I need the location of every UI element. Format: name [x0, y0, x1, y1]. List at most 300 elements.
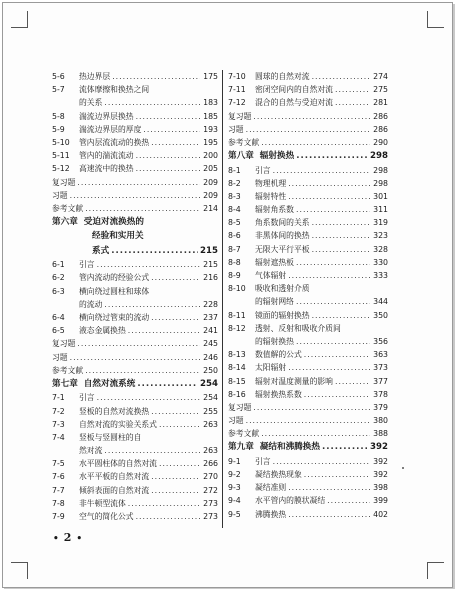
toc-entry-title: 倾斜表面的自然对流 [79, 485, 150, 495]
toc-entry-row [52, 391, 218, 404]
toc-page-number: 298 [373, 165, 388, 175]
toc-page-number: 380 [373, 416, 388, 426]
toc-page-number: 216 [203, 273, 218, 283]
toc-entry-number: 5-7 [52, 85, 65, 95]
toc-leader-dots [273, 455, 370, 468]
toc-entry-row [52, 70, 218, 83]
toc-entry-row [52, 110, 218, 123]
toc-leader-dots [111, 244, 198, 258]
toc-entry-title: 横向绕过管束的流动 [79, 312, 150, 322]
toc-entry-row [52, 149, 218, 162]
toc-entry-row [228, 508, 388, 521]
toc-entry-title: 水平管内的膜状凝结 [255, 496, 326, 506]
toc-entry-row [228, 295, 388, 308]
toc-page-number: 215 [200, 245, 218, 256]
toc-leader-dots [246, 414, 370, 427]
toc-page-number: 185 [203, 111, 218, 121]
toc-entry-row [228, 309, 388, 322]
toc-entry-row [228, 203, 388, 216]
toc-leader-dots [312, 229, 370, 242]
toc-entry-row [52, 189, 218, 202]
toc-entry-title: 自然对流系统 [83, 378, 136, 389]
toc-page-number: 344 [373, 297, 388, 307]
toc-entry-number: 9-5 [228, 509, 241, 519]
toc-page-number: 228 [203, 299, 218, 309]
toc-chapter-row [52, 215, 218, 229]
toc-entry-title: 横向绕过圆柱和球体 [79, 286, 150, 296]
page-footer [48, 531, 87, 544]
toc-entry-row [52, 324, 218, 337]
toc-page-number: 281 [373, 98, 388, 108]
toc-entry-title: 沸腾换热 [255, 509, 287, 519]
toc-right-column [228, 70, 388, 521]
toc-page-number: 319 [373, 218, 388, 228]
scan-speck [402, 467, 404, 469]
toc-entry-number: 7-3 [52, 419, 65, 429]
toc-entry-number: 5-11 [52, 151, 70, 161]
toc-page-number: 398 [373, 483, 388, 493]
toc-entry-row [52, 162, 218, 175]
toc-page-number: 195 [203, 137, 218, 147]
toc-entry-title: 引言 [255, 456, 271, 466]
toc-entry-row [52, 271, 218, 284]
toc-entry-title: 的辐射网络 [255, 297, 294, 307]
toc-entry-title: 参考文献 [52, 203, 84, 213]
toc-entry-row [52, 123, 218, 136]
toc-page-number: 254 [200, 378, 218, 389]
toc-leader-dots [151, 136, 200, 149]
toc-entry-title: 辐射特性 [255, 191, 287, 201]
toc-page-number: 363 [373, 350, 388, 360]
toc-entry-title: 复习题 [228, 111, 252, 121]
toc-leader-dots [288, 361, 370, 374]
toc-leader-dots [159, 457, 200, 470]
toc-leader-dots [77, 337, 200, 350]
toc-entry-row [228, 335, 388, 348]
toc-page-number: 402 [373, 509, 388, 519]
toc-entry-number: 7-9 [52, 512, 65, 521]
toc-entry-title: 管内层流流动的换热 [79, 137, 150, 147]
toc-leader-dots [136, 162, 200, 175]
toc-entry-row [228, 481, 388, 494]
toc-entry-row [228, 401, 388, 414]
toc-entry-number: 6-1 [52, 260, 65, 270]
toc-entry-row [228, 375, 388, 388]
toc-leader-dots [70, 351, 200, 364]
toc-entry-title: 自然对流的实验关系式 [79, 419, 157, 429]
toc-entry-row [52, 96, 218, 109]
toc-leader-dots [312, 216, 370, 229]
toc-entry-row [228, 136, 388, 149]
toc-entry-number: 8-1 [228, 165, 241, 175]
toc-entry-row [52, 364, 218, 377]
toc-entry-number: 7-10 [228, 72, 246, 81]
toc-entry-title: 凝结和沸腾换热 [259, 442, 320, 453]
toc-entry-row [228, 243, 388, 256]
toc-entry-title: 无限大平行平板 [255, 244, 310, 254]
toc-entry-row [52, 83, 218, 96]
toc-leader-dots [77, 176, 200, 189]
toc-leader-dots [261, 136, 370, 149]
toc-entry-row [52, 258, 218, 271]
toc-entry-number: 8-2 [228, 178, 241, 188]
toc-leader-dots [151, 311, 200, 324]
toc-leader-dots [261, 427, 370, 440]
toc-page-number: 183 [203, 98, 218, 108]
toc-entry-number: 7-7 [52, 485, 65, 495]
toc-entry-title: 复习题 [52, 339, 76, 349]
toc-leader-dots [312, 70, 370, 83]
toc-entry-title: 非黑体间的换热 [255, 231, 310, 241]
toc-leader-dots [136, 149, 200, 162]
toc-page-number: 286 [373, 124, 388, 134]
toc-entry-title: 辐射换热 [259, 151, 295, 162]
toc-leader-dots [296, 149, 368, 163]
toc-entry-row [228, 164, 388, 177]
toc-page-number: 209 [203, 190, 218, 200]
toc-leader-dots [296, 295, 370, 308]
toc-entry-number: 5-10 [52, 137, 70, 147]
toc-entry-title: 习题 [228, 124, 244, 134]
toc-page-number: 350 [373, 310, 388, 320]
toc-leader-dots [296, 256, 370, 269]
toc-page-number: 298 [373, 178, 388, 188]
toc-entry-number: 第八章 [228, 151, 254, 162]
toc-leader-dots [136, 110, 200, 123]
toc-entry-title: 太阳辐射 [255, 363, 287, 373]
toc-page-number: 298 [370, 151, 388, 162]
toc-leader-dots [97, 391, 200, 404]
toc-page-number: 328 [373, 244, 388, 254]
toc-entry-row [228, 494, 388, 507]
toc-leader-dots [151, 470, 200, 483]
toc-entry-number: 8-15 [228, 376, 246, 386]
toc-leader-dots [312, 243, 370, 256]
toc-entry-number: 8-10 [228, 284, 246, 294]
toc-chapter-row [228, 440, 388, 454]
toc-chapter-row [52, 377, 218, 391]
toc-page-number: 392 [373, 470, 388, 480]
toc-entry-number: 7-2 [52, 406, 65, 416]
toc-leader-dots [159, 418, 200, 431]
toc-entry-title: 气体辐射 [255, 271, 287, 281]
toc-entry-title: 湍流边界层换热 [79, 111, 134, 121]
toc-entry-row [228, 348, 388, 361]
toc-leader-dots [104, 444, 200, 457]
toc-entry-title: 引言 [255, 165, 271, 175]
toc-entry-title: 凝结准则 [255, 483, 287, 493]
toc-entry-row [52, 202, 218, 215]
toc-entry-title: 辐射角系数 [255, 205, 294, 215]
toc-leader-dots [151, 484, 200, 497]
footer-bullet-left: • [53, 534, 59, 544]
toc-page-number: 388 [373, 429, 388, 439]
toc-leader-dots [85, 202, 200, 215]
toc-page-number: 209 [203, 177, 218, 187]
toc-leader-dots [304, 388, 370, 401]
toc-entry-row [52, 431, 218, 444]
toc-entry-row [228, 468, 388, 481]
toc-page-number: 392 [373, 456, 388, 466]
toc-leader-dots [151, 405, 200, 418]
toc-page-number: 286 [373, 111, 388, 121]
toc-entry-row [52, 176, 218, 189]
footer-page-number: 2 [63, 531, 72, 544]
toc-entry-number: 7-1 [52, 393, 65, 403]
toc-page-number: 379 [373, 402, 388, 412]
toc-entry-title: 物理机理 [255, 178, 287, 188]
toc-leader-dots [288, 177, 370, 190]
toc-leader-dots [104, 96, 200, 109]
toc-page-number: 392 [370, 442, 388, 453]
toc-leader-dots [70, 189, 200, 202]
toc-entry-title: 热边界层 [79, 72, 111, 81]
toc-entry-row [228, 229, 388, 242]
toc-entry-number: 8-14 [228, 363, 246, 373]
toc-entry-row [228, 216, 388, 229]
toc-entry-title: 参考文献 [52, 365, 84, 375]
toc-entry-number: 5-9 [52, 124, 65, 134]
toc-entry-title: 密闭空间内的自然对流 [255, 85, 333, 95]
crop-mark-bottom-right [427, 562, 444, 579]
toc-page-number: 333 [373, 271, 388, 281]
toc-leader-dots [296, 203, 370, 216]
toc-entry-row [228, 414, 388, 427]
toc-page-number: 255 [203, 406, 218, 416]
toc-entry-row [228, 190, 388, 203]
toc-page-number: 250 [203, 365, 218, 375]
toc-page-number: 246 [203, 352, 218, 362]
toc-leader-dots [312, 309, 370, 322]
toc-page-number: 175 [203, 72, 218, 81]
toc-entry-title: 辐射换热系数 [255, 389, 302, 399]
toc-entry-row [52, 497, 218, 510]
toc-entry-number: 8-11 [228, 310, 246, 320]
toc-leader-dots [112, 70, 200, 83]
toc-entry-title: 液态金属换热 [79, 326, 126, 336]
toc-page-number: 272 [203, 485, 218, 495]
toc-entry-title: 水平平板的自然对流 [79, 472, 150, 482]
toc-entry-row [52, 351, 218, 364]
toc-entry-row [52, 510, 218, 523]
toc-page-number: 266 [203, 459, 218, 469]
toc-entry-row [228, 123, 388, 136]
toc-entry-number: 5-12 [52, 164, 70, 174]
toc-entry-title: 参考文献 [228, 429, 260, 439]
toc-entry-row [52, 484, 218, 497]
toc-entry-number: 6-4 [52, 312, 65, 322]
toc-entry-number: 5-6 [52, 72, 65, 81]
toc-page-number: 311 [373, 205, 388, 215]
toc-entry-title: 的辐射换热 [255, 336, 294, 346]
toc-page-number: 241 [203, 326, 218, 336]
toc-entry-title: 的流动 [79, 299, 103, 309]
toc-page-number: 214 [203, 203, 218, 213]
toc-leader-dots [253, 110, 370, 123]
toc-entry-row [228, 282, 388, 295]
toc-entry-number: 8-12 [228, 323, 246, 333]
toc-entry-title: 复习题 [228, 402, 252, 412]
toc-entry-title: 吸收和透射介质 [255, 284, 310, 294]
toc-entry-title: 复习题 [52, 177, 76, 187]
toc-entry-title: 辐射对温度测量的影响 [255, 376, 333, 386]
toc-leader-dots [151, 271, 200, 284]
toc-entry-title: 非牛顿型流体 [79, 498, 126, 508]
toc-entry-number: 7-6 [52, 472, 65, 482]
toc-entry-number: 7-11 [228, 85, 246, 95]
toc-entry-row [52, 457, 218, 470]
toc-page-number: 274 [373, 72, 388, 81]
toc-entry-title: 混合的自然与受迫对流 [255, 98, 333, 108]
toc-leader-dots [273, 164, 370, 177]
toc-page-number: 273 [203, 498, 218, 508]
toc-entry-title: 管内的湍流流动 [79, 151, 134, 161]
toc-entry-row [228, 269, 388, 282]
toc-left-column [52, 70, 218, 523]
toc-leader-dots [335, 83, 370, 96]
toc-entry-title: 数值解的公式 [255, 350, 302, 360]
toc-page-number: 378 [373, 389, 388, 399]
toc-entry-number: 6-3 [52, 286, 65, 296]
toc-entry-row [228, 110, 388, 123]
toc-entry-number: 第七章 [52, 378, 78, 389]
crop-mark-top-left [11, 11, 28, 28]
toc-page-number: 356 [373, 336, 388, 346]
toc-entry-row [52, 311, 218, 324]
toc-entry-title: 角系数间的关系 [255, 218, 310, 228]
toc-page-number: 200 [203, 151, 218, 161]
toc-entry-number: 9-2 [228, 470, 241, 480]
toc-entry-number: 7-4 [52, 432, 65, 442]
toc-entry-title: 管内流动的经验公式 [79, 273, 150, 283]
toc-entry-row [52, 470, 218, 483]
toc-page-number: 373 [373, 363, 388, 373]
toc-entry-title: 透射、反射和吸收介质间 [255, 323, 341, 333]
toc-leader-dots [335, 96, 370, 109]
toc-entry-row [52, 136, 218, 149]
toc-entry-title: 习题 [52, 190, 68, 200]
toc-entry-row [228, 177, 388, 190]
toc-entry-number: 8-8 [228, 257, 241, 267]
toc-entry-number: 8-16 [228, 389, 246, 399]
toc-leader-dots [288, 190, 370, 203]
toc-entry-number: 9-1 [228, 456, 241, 466]
toc-page-number: 330 [373, 257, 388, 267]
toc-entry-row [228, 361, 388, 374]
toc-entry-row [228, 388, 388, 401]
toc-entry-number: 6-5 [52, 326, 65, 336]
toc-entry-number: 9-4 [228, 496, 241, 506]
toc-entry-number: 第九章 [228, 442, 254, 453]
toc-leader-dots [322, 440, 368, 454]
toc-entry-title: 流体摩擦和换热之间 [79, 85, 150, 95]
toc-page-number: 193 [203, 124, 218, 134]
toc-entry-number: 8-9 [228, 271, 241, 281]
toc-page-number: 205 [203, 164, 218, 174]
toc-entry-title: 习题 [228, 416, 244, 426]
toc-entry-row [228, 83, 388, 96]
toc-entry-title: 受迫对流换热的 [83, 217, 144, 228]
toc-leader-dots [304, 468, 370, 481]
toc-entry-title: 空气的简化公式 [79, 512, 134, 521]
toc-entry-title: 竖板与竖圆柱的自 [79, 432, 142, 442]
footer-bullet-right: • [76, 534, 83, 544]
toc-leader-dots [288, 269, 370, 282]
toc-entry-title: 引言 [79, 393, 95, 403]
toc-leader-dots [137, 377, 198, 391]
toc-entry-row [228, 256, 388, 269]
crop-mark-bottom-left [11, 562, 28, 579]
toc-page-number: 399 [373, 496, 388, 506]
toc-entry-number: 8-6 [228, 231, 241, 241]
toc-entry-number: 8-13 [228, 350, 246, 360]
toc-entry-title: 水平圆柱体的自然对流 [79, 459, 157, 469]
toc-entry-row [52, 285, 218, 298]
toc-leader-dots [335, 375, 370, 388]
toc-entry-title: 经验和实用关 [92, 231, 144, 242]
toc-entry-row [228, 96, 388, 109]
toc-entry-title: 引言 [79, 260, 95, 270]
toc-entry-number: 第六章 [52, 217, 78, 228]
toc-leader-dots [296, 335, 370, 348]
toc-entry-title: 圆球的自然对流 [255, 72, 310, 81]
toc-leader-dots [104, 298, 200, 311]
toc-page-number: 237 [203, 312, 218, 322]
toc-entry-number: 8-5 [228, 218, 241, 228]
toc-page-number: 323 [373, 231, 388, 241]
toc-page-number: 263 [203, 446, 218, 456]
toc-entry-row [228, 455, 388, 468]
toc-entry-title: 镜面的辐射换热 [255, 310, 310, 320]
toc-entry-row [228, 427, 388, 440]
toc-chapter-row [52, 244, 218, 258]
toc-page-number: 270 [203, 472, 218, 482]
toc-leader-dots [304, 348, 370, 361]
toc-entry-title: 然对流 [79, 446, 103, 456]
toc-entry-number: 8-3 [228, 191, 241, 201]
toc-entry-number: 7-5 [52, 459, 65, 469]
toc-leader-dots [327, 494, 370, 507]
toc-page-number: 377 [373, 376, 388, 386]
crop-mark-top-right [427, 11, 444, 28]
toc-entry-row [52, 405, 218, 418]
toc-entry-row [52, 444, 218, 457]
toc-entry-title: 习题 [52, 352, 68, 362]
toc-leader-dots [136, 510, 200, 523]
toc-entry-number: 7-8 [52, 498, 65, 508]
toc-entry-row [228, 322, 388, 335]
toc-page-number: 273 [203, 512, 218, 521]
toc-entry-title: 凝结换热现象 [255, 470, 302, 480]
toc-leader-dots [288, 481, 370, 494]
toc-entry-row [52, 418, 218, 431]
toc-entry-title: 的关系 [79, 98, 103, 108]
toc-leader-dots [246, 123, 370, 136]
toc-leader-dots [143, 123, 200, 136]
toc-leader-dots [85, 364, 200, 377]
toc-entry-title: 竖板的自然对流换热 [79, 406, 150, 416]
toc-page-number: 290 [373, 137, 388, 147]
toc-leader-dots [253, 401, 370, 414]
toc-leader-dots [128, 497, 200, 510]
toc-leader-dots [288, 508, 370, 521]
toc-page-number: 263 [203, 419, 218, 429]
toc-entry-number: 6-2 [52, 273, 65, 283]
toc-chapter-row [228, 149, 388, 163]
toc-entry-number: 8-4 [228, 205, 241, 215]
toc-entry-row [228, 70, 388, 83]
column-divider [222, 70, 223, 528]
